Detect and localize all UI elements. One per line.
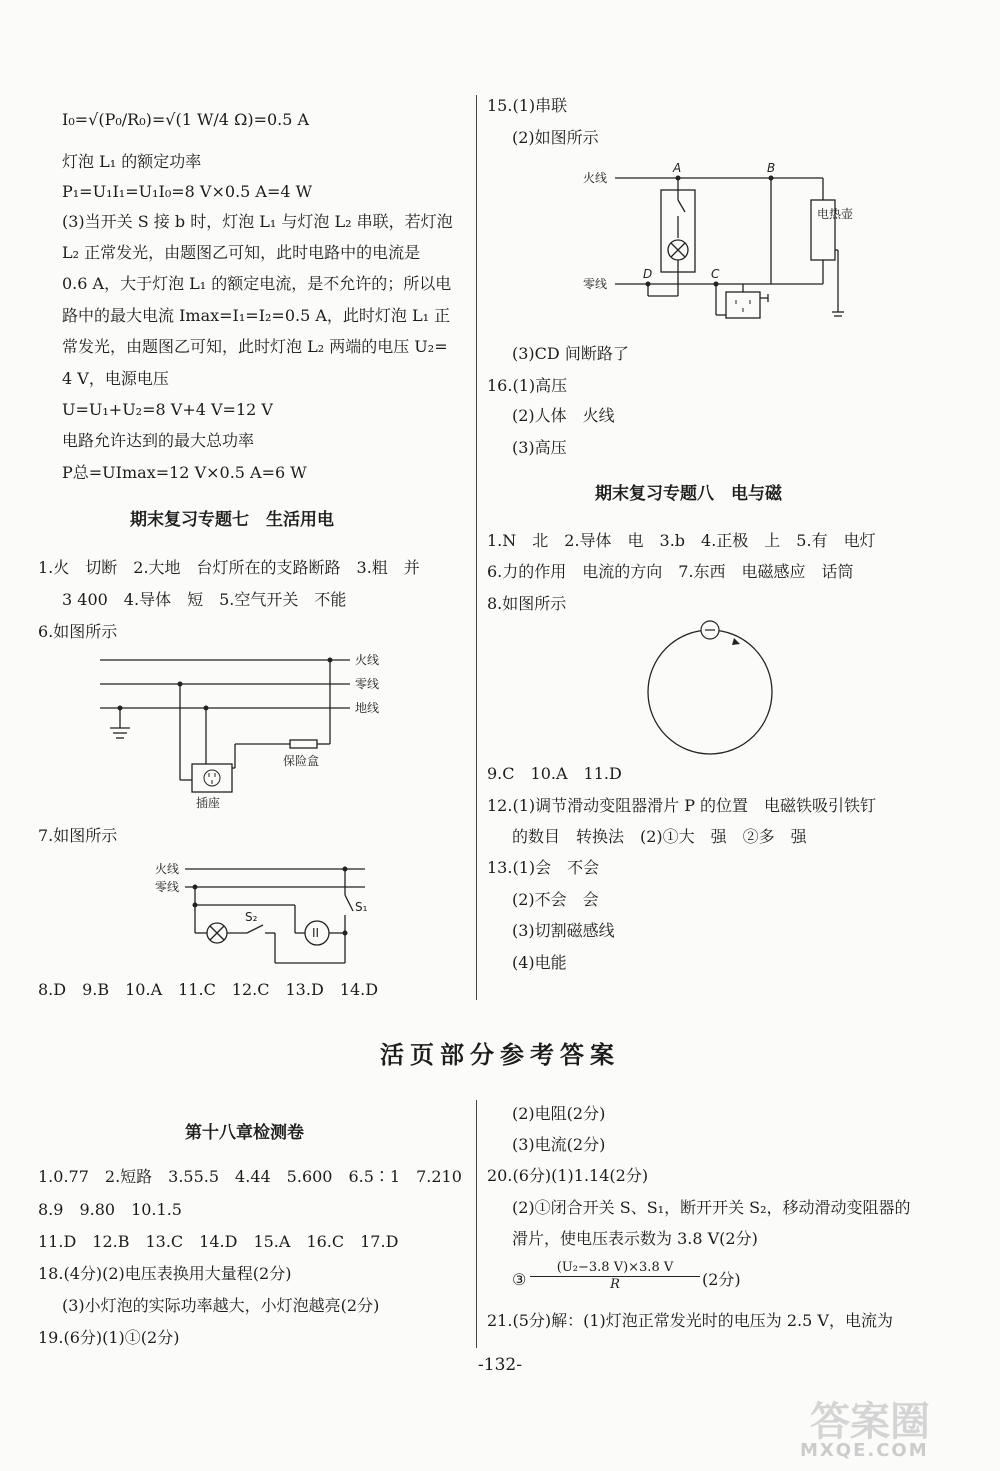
watermark-site: MXQE.COM (800, 1440, 929, 1461)
text-line: P₁=U₁I₁=U₁I₀=8 V×0.5 A=4 W (62, 182, 313, 201)
label-live: 火线 (155, 862, 180, 876)
answer-line: 8.9 9.80 10.1.5 (38, 1200, 182, 1219)
text-line: 电路允许达到的最大总功率 (62, 431, 255, 450)
answer-line: 8.如图所示 (487, 594, 567, 613)
formula-text: I₀=√(P₀/R₀)=√(1 W/4 Ω)=0.5 A (62, 110, 310, 129)
fraction (530, 1260, 700, 1293)
label-a: A (673, 161, 682, 175)
text-line: 路中的最大电流 Imax=I₁=I₂=0.5 A，此时灯泡 L₁ 正 (62, 306, 451, 325)
label-s2: S₂ (245, 910, 258, 924)
chapter-title: 第十八章检测卷 (185, 1123, 304, 1143)
figure-7-circuit (155, 855, 390, 975)
answer-line: 20.(6分)(1)1.14(2分) (487, 1166, 649, 1185)
text-line: 常发光，由题图乙可知，此时灯泡 L₂ 两端的电压 U₂= (62, 337, 448, 356)
label-s1: S₁ (355, 900, 368, 914)
answer-line: (2)如图所示 (512, 128, 599, 147)
answer-line: 3 400 4.导体 短 5.空气开关 不能 (62, 590, 347, 609)
fraction-answer (512, 1270, 526, 1290)
label-d: D (643, 267, 653, 281)
section-title-8: 期末复习专题八 电与磁 (595, 484, 782, 504)
answer-line: 11.D 12.B 13.C 14.D 15.A 16.C 17.D (38, 1232, 399, 1251)
label-live: 火线 (583, 171, 608, 185)
label-socket: 插座 (196, 796, 221, 810)
answer-line: (4)电能 (512, 953, 567, 972)
label-kettle (817, 206, 853, 221)
answer-line: 1.0.77 2.短路 3.55.5 4.44 5.600 6.5∶1 7.210 (38, 1167, 462, 1186)
answer-line: 7.如图所示 (38, 826, 118, 845)
main-title: 活页部分参考答案 (380, 1041, 620, 1069)
answer-line: 1.火 切断 2.大地 台灯所在的支路断路 3.粗 并 (38, 558, 420, 577)
answer-line: 21.(5分)解：(1)灯泡正常发光时的电压为 2.5 V，电流为 (487, 1311, 893, 1330)
section-title-7: 期末复习专题七 生活用电 (130, 510, 334, 530)
answer-line: (2)①闭合开关 S、S₁，断开开关 S₂，移动滑动变阻器的 (512, 1198, 911, 1217)
answer-line: 1.N 北 2.导体 电 3.b 4.正极 上 5.有 电灯 (487, 531, 876, 550)
column-divider-bottom (476, 1100, 477, 1348)
label-neutral: 零线 (155, 880, 180, 894)
answer-line: 19.(6分)(1)①(2分) (38, 1328, 180, 1347)
text-line: 0.6 A，大于灯泡 L₁ 的额定电流，是不允许的；所以电 (62, 274, 452, 293)
label-neutral: 零线 (583, 277, 608, 291)
answer-line: 15.(1)串联 (487, 96, 568, 115)
answer-line: 18.(4分)(2)电压表换用大量程(2分) (38, 1264, 292, 1283)
text-line: 灯泡 L₁ 的额定功率 (62, 152, 202, 171)
text-line: P总=UImax=12 V×0.5 A=6 W (62, 463, 307, 482)
fraction-numerator: (U₂−3.8 V)×3.8 V (530, 1260, 700, 1277)
fraction-denominator: R (610, 1277, 620, 1292)
label-ground: 地线 (355, 701, 380, 715)
answer-line: (3)电流(2分) (512, 1135, 606, 1154)
answer-line: 滑片，使电压表示数为 3.8 V(2分) (512, 1229, 758, 1248)
answer-line: 9.C 10.A 11.D (487, 764, 622, 783)
text-line: (3)当开关 S 接 b 时，灯泡 L₁ 与灯泡 L₂ 串联，若灯泡 (62, 212, 453, 231)
formula-i0 (62, 110, 309, 130)
kettle-label-text: 电热壶 (817, 207, 854, 221)
label-neutral: 零线 (355, 677, 380, 691)
answer-line: 6.力的作用 电流的方向 7.东西 电磁感应 话筒 (487, 562, 854, 581)
answer-line: (3)高压 (512, 438, 567, 457)
answer-line: (3)CD 间断路了 (512, 344, 629, 363)
page-number: -132- (478, 1355, 522, 1375)
label-b: B (767, 161, 776, 175)
socket-symbol-icon: II (312, 926, 320, 940)
answer-line: 的数目 转换法 (2)①大 强 ②多 强 (512, 827, 807, 846)
text-line: U=U₁+U₂=8 V+4 V=12 V (62, 400, 273, 419)
answer-line: 13.(1)会 不会 (487, 858, 600, 877)
answer-line: (2)不会 会 (512, 890, 599, 909)
label-fuse: 保险盒 (283, 754, 320, 768)
text-line: L₂ 正常发光，由题图乙可知，此时电路中的电流是 (62, 243, 421, 262)
answer-line: 8.D 9.B 10.A 11.C 12.C 13.D 14.D (38, 980, 379, 999)
fraction-suffix: (2分) (702, 1270, 741, 1289)
fraction-prefix: ③ (512, 1270, 527, 1289)
figure-8-magnetic-field (640, 620, 780, 760)
text-line: 4 V，电源电压 (62, 369, 169, 388)
answer-line: 16.(1)高压 (487, 376, 568, 395)
answer-line: (3)小灯泡的实际功率越大，小灯泡越亮(2分) (62, 1296, 380, 1315)
figure-15-circuit (583, 160, 863, 330)
label-live: 火线 (355, 653, 380, 667)
answer-line: (2)人体 火线 (512, 406, 615, 425)
answer-line: (2)电阻(2分) (512, 1104, 606, 1123)
answer-line: (3)切割磁感线 (512, 921, 615, 940)
answer-line: 12.(1)调节滑动变阻器滑片 P 的位置 电磁铁吸引铁钉 (487, 796, 877, 815)
watermark-logo: 答案圈 (810, 1399, 930, 1445)
answer-line: 6.如图所示 (38, 622, 118, 641)
label-c: C (711, 267, 720, 281)
figure-6-wiring (100, 650, 420, 815)
column-divider (476, 95, 477, 1000)
